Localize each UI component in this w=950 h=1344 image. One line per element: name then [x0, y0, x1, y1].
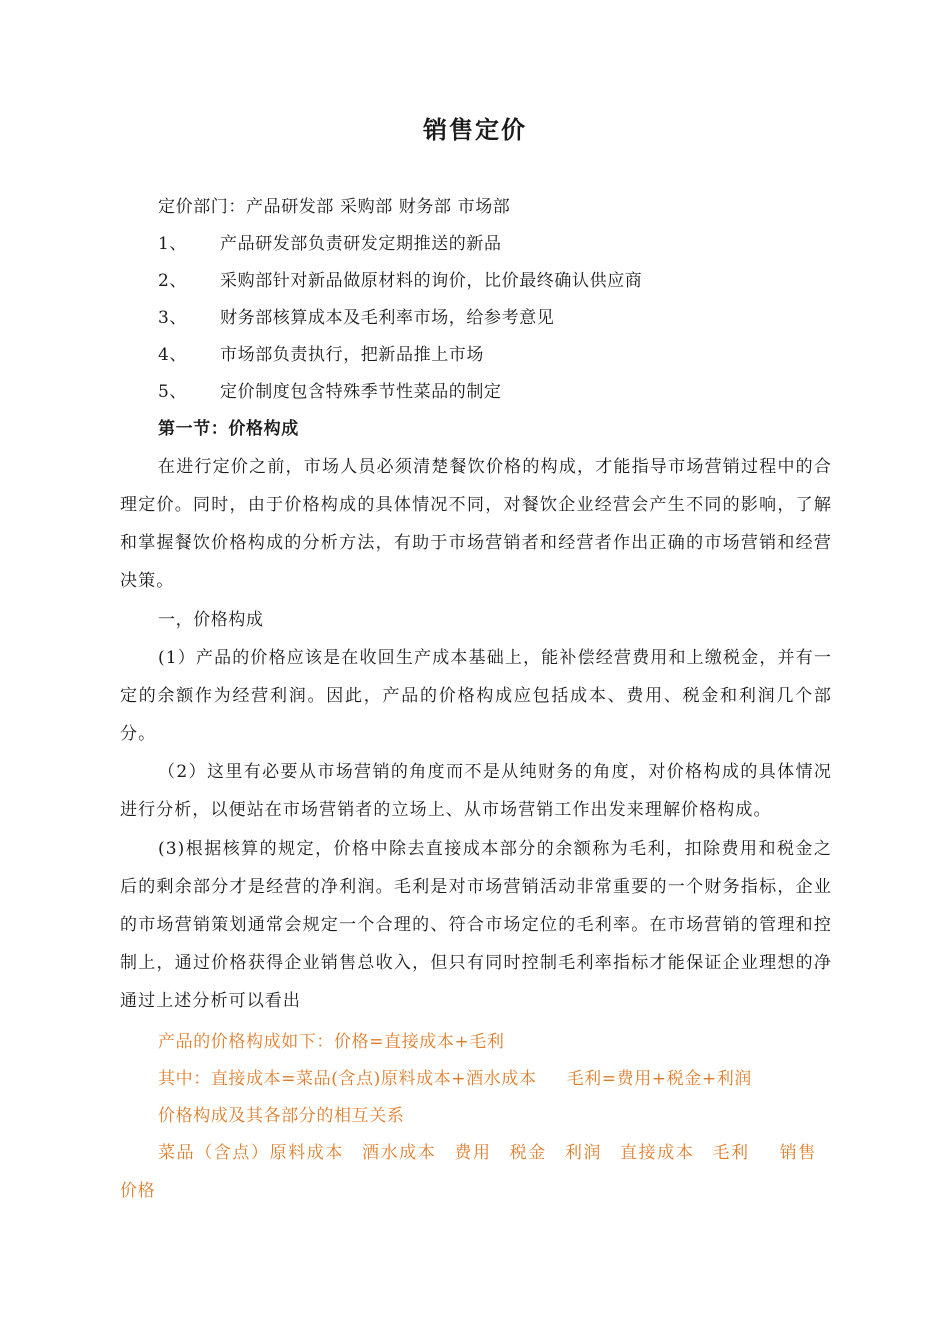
relation-term: 毛利 [712, 1143, 750, 1163]
relation-term: 菜品（含点）原料成本 [158, 1143, 344, 1163]
document-title: 销售定价 [423, 115, 527, 144]
step-text: 定价制度包含特殊季节性菜品的制定 [220, 382, 502, 402]
point-3-paragraph: (3)根据核算的规定，价格中除去直接成本部分的余额称为毛利，扣除费用和税金之后的剩余部分才是经营的净利润。毛利是对市场营销活动非常重要的一个财务指标，企业的市场营销策划通常会规定一个合理的、符合市场定位的毛利率。在市场营销的管理和控制上，通过价格获得企业销售总收入，但只有同时控制毛利率指标才能保证企业理想的净通过上述分析可以看出 [120, 839, 832, 1011]
step-item [158, 262, 832, 300]
relation-term: 销售 [779, 1143, 817, 1163]
step-number: 2、 [158, 271, 188, 291]
point-1-paragraph: (1）产品的价格应该是在收回生产成本基础上，能补偿经营费用和上缴税金，并有一定的余额作为经营利润。因此，产品的价格构成应包括成本、费用、税金和利润几个部分。 [120, 648, 832, 744]
step-text: 市场部负责执行，把新品推上市场 [220, 345, 484, 365]
step-item [158, 225, 832, 263]
subheading: 一，价格构成 [158, 610, 264, 630]
step-text: 财务部核算成本及毛利率市场，给参考意见 [220, 308, 555, 328]
intro-paragraph: 在进行定价之前，市场人员必须清楚餐饮价格的构成，才能指导市场营销过程中的合理定价。同时，由于价格构成的具体情况不同，对餐饮企业经营会产生不同的影响，了解和掌握餐饮价格构成的分析方法，有助于市场营销者和经营者作出正确的市场营销和经营决策。 [120, 457, 832, 591]
relation-terms-line [158, 1134, 832, 1172]
relation-term: 利润 [564, 1143, 603, 1163]
relation-term: 税金 [509, 1143, 547, 1163]
point-2-paragraph: （2）这里有必要从市场营销的角度而不是从纯财务的角度，对价格构成的具体情况进行分析，以便站在市场营销者的立场上、从市场营销工作出发来理解价格构成。 [120, 762, 832, 820]
step-number: 1、 [158, 234, 188, 254]
relation-heading: 价格构成及其各部分的相互关系 [158, 1106, 405, 1126]
formula-detail-line [158, 1060, 832, 1098]
step-item [158, 373, 832, 411]
relation-term: 直接成本 [620, 1143, 695, 1163]
departments-line: 定价部门：产品研发部 采购部 财务部 市场部 [158, 197, 511, 217]
formula-line: 产品的价格构成如下：价格=直接成本+毛利 [158, 1032, 505, 1052]
step-text: 采购部针对新品做原材料的询价，比价最终确认供应商 [220, 271, 643, 291]
step-number: 5、 [158, 382, 188, 402]
step-number: 4、 [158, 345, 188, 365]
section-heading: 第一节：价格构成 [158, 419, 299, 439]
relation-term: 费用 [454, 1143, 492, 1163]
gross-profit-formula: 毛利=费用+税金+利润 [566, 1069, 752, 1089]
step-number: 3、 [158, 308, 188, 328]
direct-cost-formula: 其中：直接成本=菜品(含点)原料成本+酒水成本 [158, 1069, 537, 1089]
step-item [158, 336, 832, 374]
relation-tail: 价格 [120, 1181, 156, 1201]
step-text: 产品研发部负责研发定期推送的新品 [220, 234, 502, 254]
relation-term: 酒水成本 [362, 1143, 437, 1163]
step-item [158, 299, 832, 337]
